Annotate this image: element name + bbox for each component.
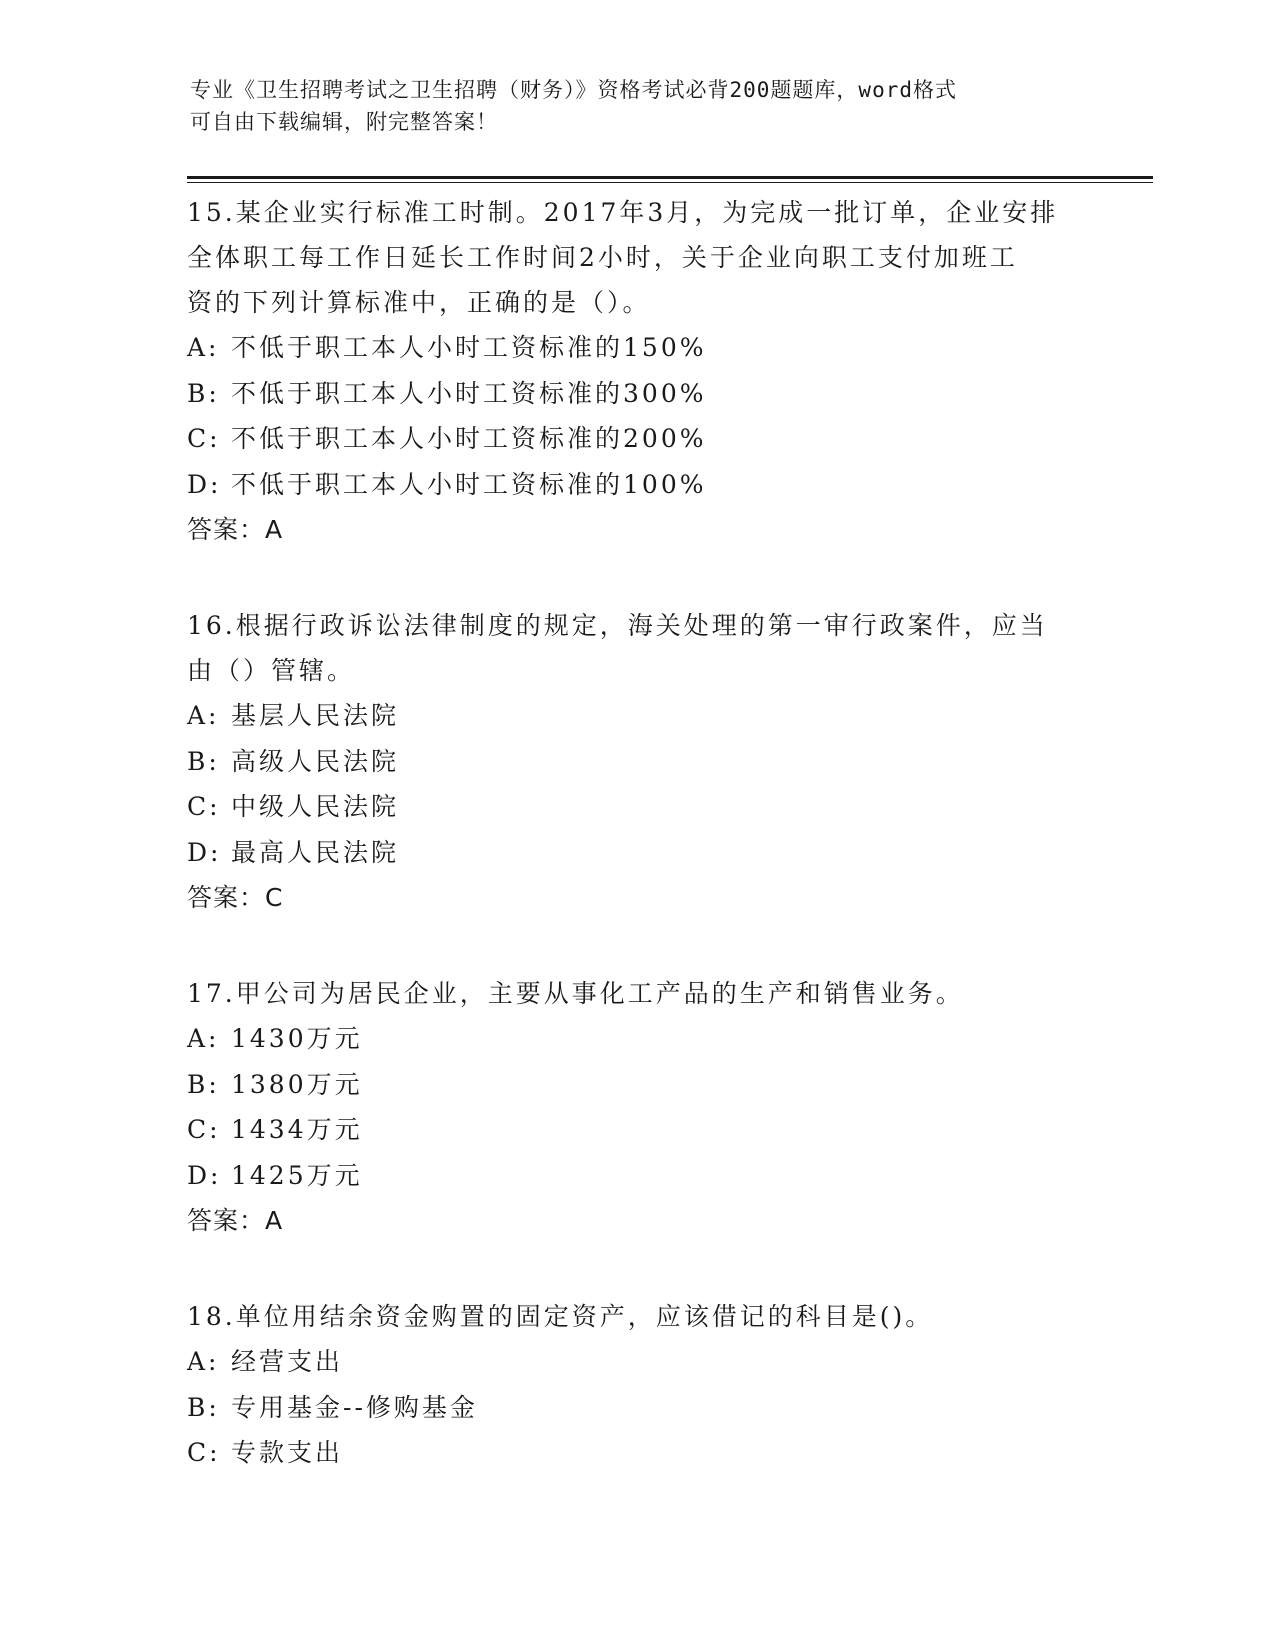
option-text: 专款支出 xyxy=(231,1438,344,1467)
document-header xyxy=(190,74,1090,138)
question-16 xyxy=(187,603,1087,921)
option-a xyxy=(187,325,1087,371)
option-b xyxy=(187,1385,1087,1431)
option-key: A: xyxy=(187,1347,220,1376)
option-key: C: xyxy=(187,792,221,821)
option-c xyxy=(187,1107,1087,1153)
option-b xyxy=(187,371,1087,417)
option-text: 专用基金--修购基金 xyxy=(231,1392,478,1422)
option-text: 中级人民法院 xyxy=(231,792,400,821)
option-key: B: xyxy=(187,1392,220,1422)
option-d xyxy=(187,1153,1087,1199)
option-text: 1434万元 xyxy=(231,1115,363,1144)
option-text: 1380万元 xyxy=(231,1069,363,1099)
question-stem-line: 18.单位用结余资金购置的固定资产，应该借记的科目是()。 xyxy=(187,1302,934,1331)
question-18 xyxy=(187,1294,1087,1476)
option-b xyxy=(187,1062,1087,1108)
option-a xyxy=(187,693,1087,739)
option-text: 1430万元 xyxy=(231,1024,363,1053)
option-d xyxy=(187,830,1087,876)
question-stem-line: 由（）管辖。 xyxy=(187,656,356,685)
header-line-2: 可自由下载编辑，附完整答案！ xyxy=(190,110,498,134)
question-15 xyxy=(187,190,1087,553)
header-divider-thin xyxy=(187,182,1153,183)
option-d xyxy=(187,462,1087,508)
question-stem-line: 资的下列计算标准中，正确的是（）。 xyxy=(187,288,651,317)
option-c xyxy=(187,784,1087,830)
option-key: D: xyxy=(187,469,222,499)
question-17 xyxy=(187,971,1087,1244)
option-text: 基层人民法院 xyxy=(231,701,400,730)
option-key: A: xyxy=(187,333,220,362)
answer-line: 答案：A xyxy=(187,1206,284,1235)
question-stem-line: 16.根据行政诉讼法律制度的规定，海关处理的第一审行政案件，应当 xyxy=(187,611,1048,640)
option-key: B: xyxy=(187,378,220,408)
option-key: D: xyxy=(187,1160,222,1190)
option-text: 不低于职工本人小时工资标准的200% xyxy=(231,424,707,453)
option-key: C: xyxy=(187,1115,221,1144)
option-key: A: xyxy=(187,701,220,730)
option-key: A: xyxy=(187,1024,220,1053)
option-text: 不低于职工本人小时工资标准的100% xyxy=(231,469,707,499)
option-b xyxy=(187,739,1087,785)
question-stem-line: 全体职工每工作日延长工作时间2小时，关于企业向职工支付加班工 xyxy=(187,243,1018,272)
header-divider-thick xyxy=(187,176,1153,179)
option-text: 高级人民法院 xyxy=(231,746,400,776)
option-key: B: xyxy=(187,746,220,776)
option-key: D: xyxy=(187,837,222,867)
answer-line: 答案：C xyxy=(187,883,284,912)
option-a xyxy=(187,1339,1087,1385)
question-stem-line: 15.某企业实行标准工时制。2017年3月，为完成一批订单，企业安排 xyxy=(187,198,1059,227)
option-text: 不低于职工本人小时工资标准的300% xyxy=(231,378,707,408)
option-c xyxy=(187,1430,1087,1476)
question-list xyxy=(187,190,1087,1476)
answer-line: 答案：A xyxy=(187,515,284,544)
question-stem-line: 17.甲公司为居民企业，主要从事化工产品的生产和销售业务。 xyxy=(187,979,964,1008)
option-text: 经营支出 xyxy=(231,1347,344,1376)
option-c xyxy=(187,416,1087,462)
option-key: C: xyxy=(187,1438,221,1467)
header-line-1: 专业《卫生招聘考试之卫生招聘（财务）》资格考试必背200题题库，word格式 xyxy=(190,78,957,102)
option-text: 不低于职工本人小时工资标准的150% xyxy=(231,333,707,362)
option-a xyxy=(187,1016,1087,1062)
option-text: 1425万元 xyxy=(231,1160,363,1190)
option-key: B: xyxy=(187,1069,220,1099)
option-key: C: xyxy=(187,424,221,453)
option-text: 最高人民法院 xyxy=(231,837,400,867)
